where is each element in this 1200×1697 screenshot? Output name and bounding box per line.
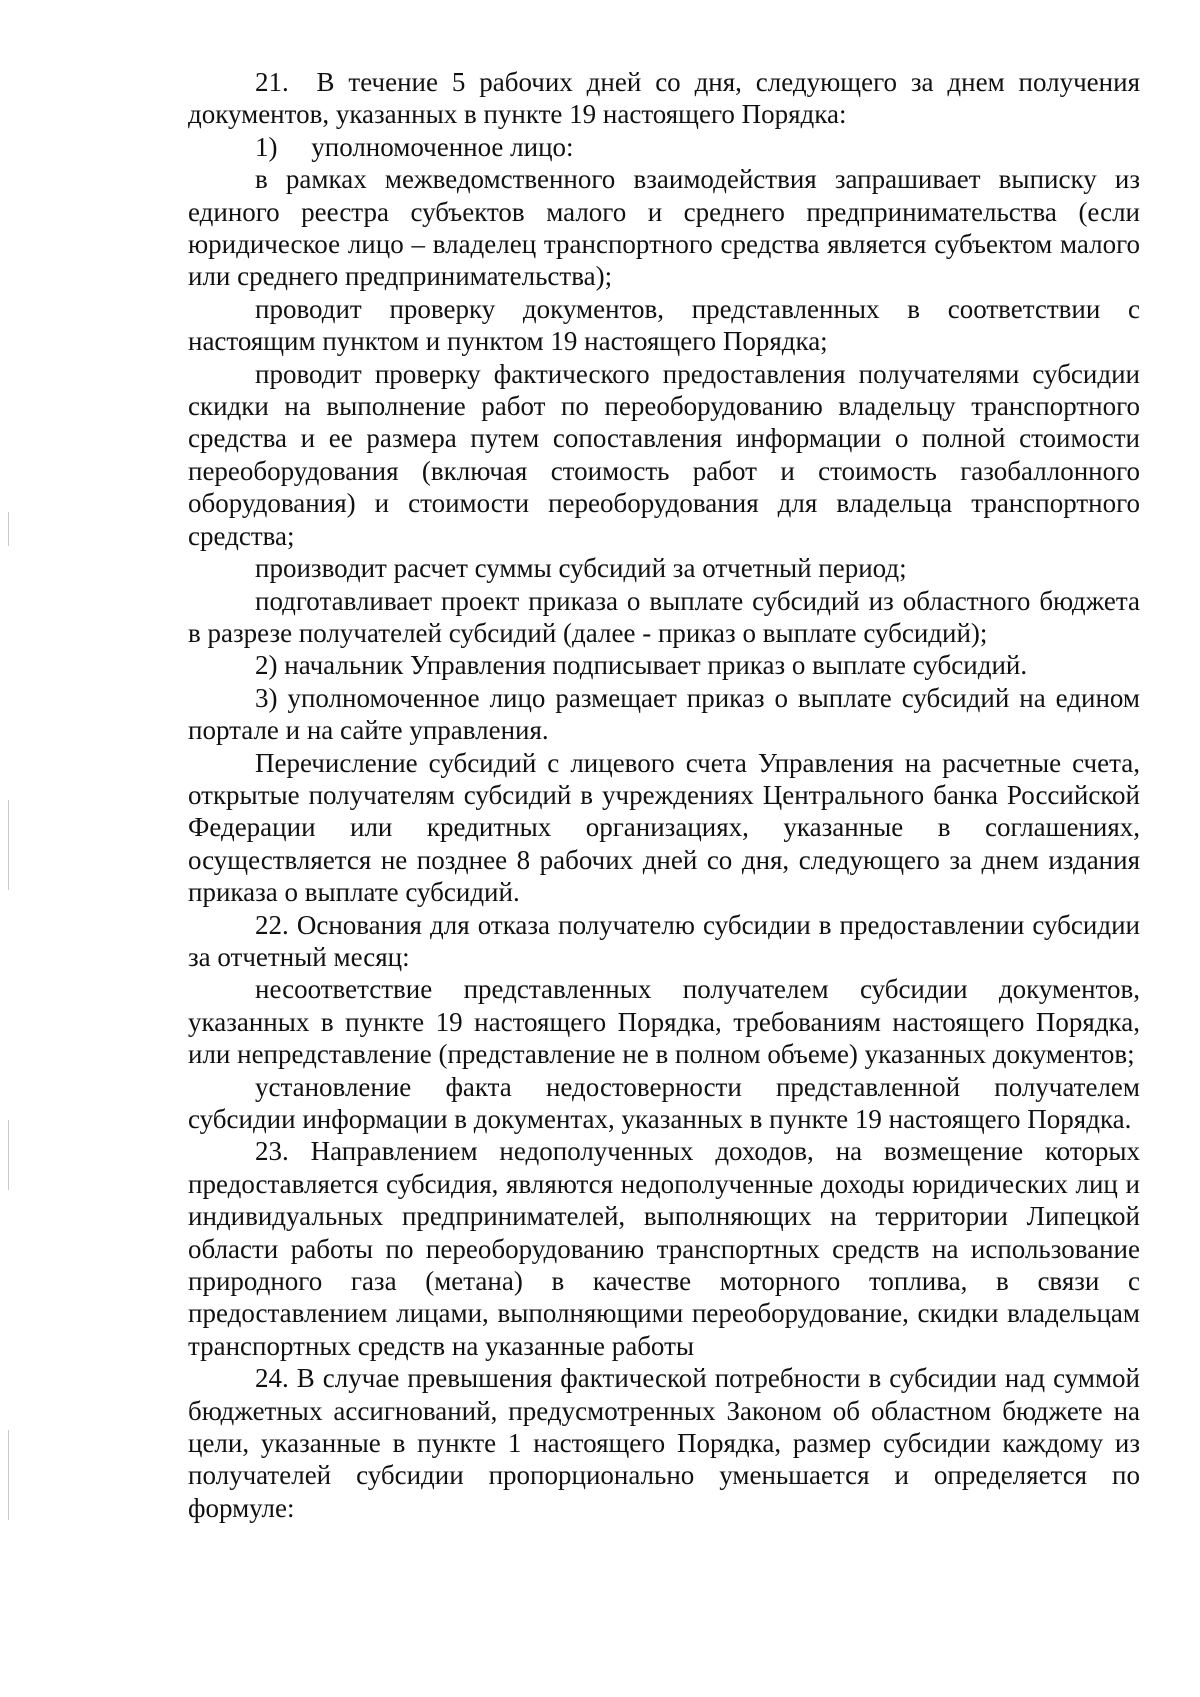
paragraph-23: 23. Направлением недополученных доходов, на возмещение которых предоставляется субсидия, являются недополученные доходы юридических лиц и индивидуальных предпринимателей, выполняющих на территории Липецкой области работы по переоборудованию транспортных средств на использование природного газа (метана) в качестве моторного топлива, в связи с предоставлением лицами, выполняющими переоборудование, скидки владельцам транспортных средств на указанные работы (188, 1136, 1140, 1361)
scan-edge-mark (8, 512, 9, 546)
paragraph-21-item-1: 1) уполномоченное лицо: (255, 131, 574, 162)
paragraph-21-item-3: 3) уполномоченное лицо размещает приказ о выплате субсидий на едином портале и на сайте управления. (188, 682, 1140, 746)
paragraph-21-item-2: 2) начальник Управления подписывает приказ о выплате субсидий. (255, 650, 1028, 681)
paragraph-prepare-order: подготавливает проект приказа о выплате субсидий из областного бюджета в разрезе получателей субсидий (далее - приказ о выплате субсидий); (188, 585, 1140, 648)
paragraph-22-reason-1: несоответствие представленных получателем субсидии документов, указанных в пункте 19 настоящего Порядка, требованиям настоящего Порядка, или непредставление (представление не в полном объеме) указанных документов; (188, 974, 1140, 1070)
paragraph-calculate-sum: производит расчет суммы субсидий за отчетный период; (255, 553, 907, 584)
paragraph-check-documents: проводит проверку документов, представленных в соответствии с настоящим пунктом и пунктом 19 настоящего Порядка; (188, 293, 1140, 357)
scan-edge-mark (8, 1430, 9, 1520)
paragraph-22-reason-2: установление факта недостоверности представленной получателем субсидии информации в документах, указанных в пункте 19 настоящего Порядка. (188, 1071, 1140, 1134)
paragraph-24: 24. В случае превышения фактической потребности в субсидии над суммой бюджетных ассигнований, предусмотренных Законом об областном бюджете на цели, указанные в пункте 1 настоящего Порядка, размер субсидии каждому из получателей субсидии пропорционально уменьшается и определяется по формуле: (188, 1363, 1140, 1523)
paragraph-check-discount: проводит проверку фактического предоставления получателями субсидии скидки на выполнение работ по переоборудованию владельцу транспортного средства и ее размера путем сопоставления информации о полной стоимости переоборудования (включая стоимость работ и стоимость газобаллонного оборудования) и стоимости переоборудования для владельца транспортного средства; (188, 358, 1140, 551)
scan-edge-mark (8, 1120, 9, 1190)
paragraph-22: 22. Основания для отказа получателю субсидии в предоставлении субсидии за отчетный месяц: (188, 909, 1140, 972)
paragraph-request-extract: в рамках межведомственного взаимодействия запрашивает выписку из единого реестра субъектов малого и среднего предпринимательства (если юридическое лицо – владелец транспортного средства является субъектом малого или среднего предпринимательства); (188, 164, 1140, 292)
scan-edge-mark (8, 800, 9, 890)
paragraph-transfer: Перечисление субсидий с лицевого счета Управления на расчетные счета, открытые получателям субсидий в учреждениях Центрального банка Российской Федерации или кредитных организациях, указанные в соглашениях, осуществляется не позднее 8 рабочих дней со дня, следующего за днем издания приказа о выплате субсидий. (188, 747, 1140, 908)
document-body (188, 66, 1140, 1524)
paragraph-21: 21. В течение 5 рабочих дней со дня, следующего за днем получения документов, указанных в пункте 19 настоящего Порядка: (188, 67, 1140, 130)
